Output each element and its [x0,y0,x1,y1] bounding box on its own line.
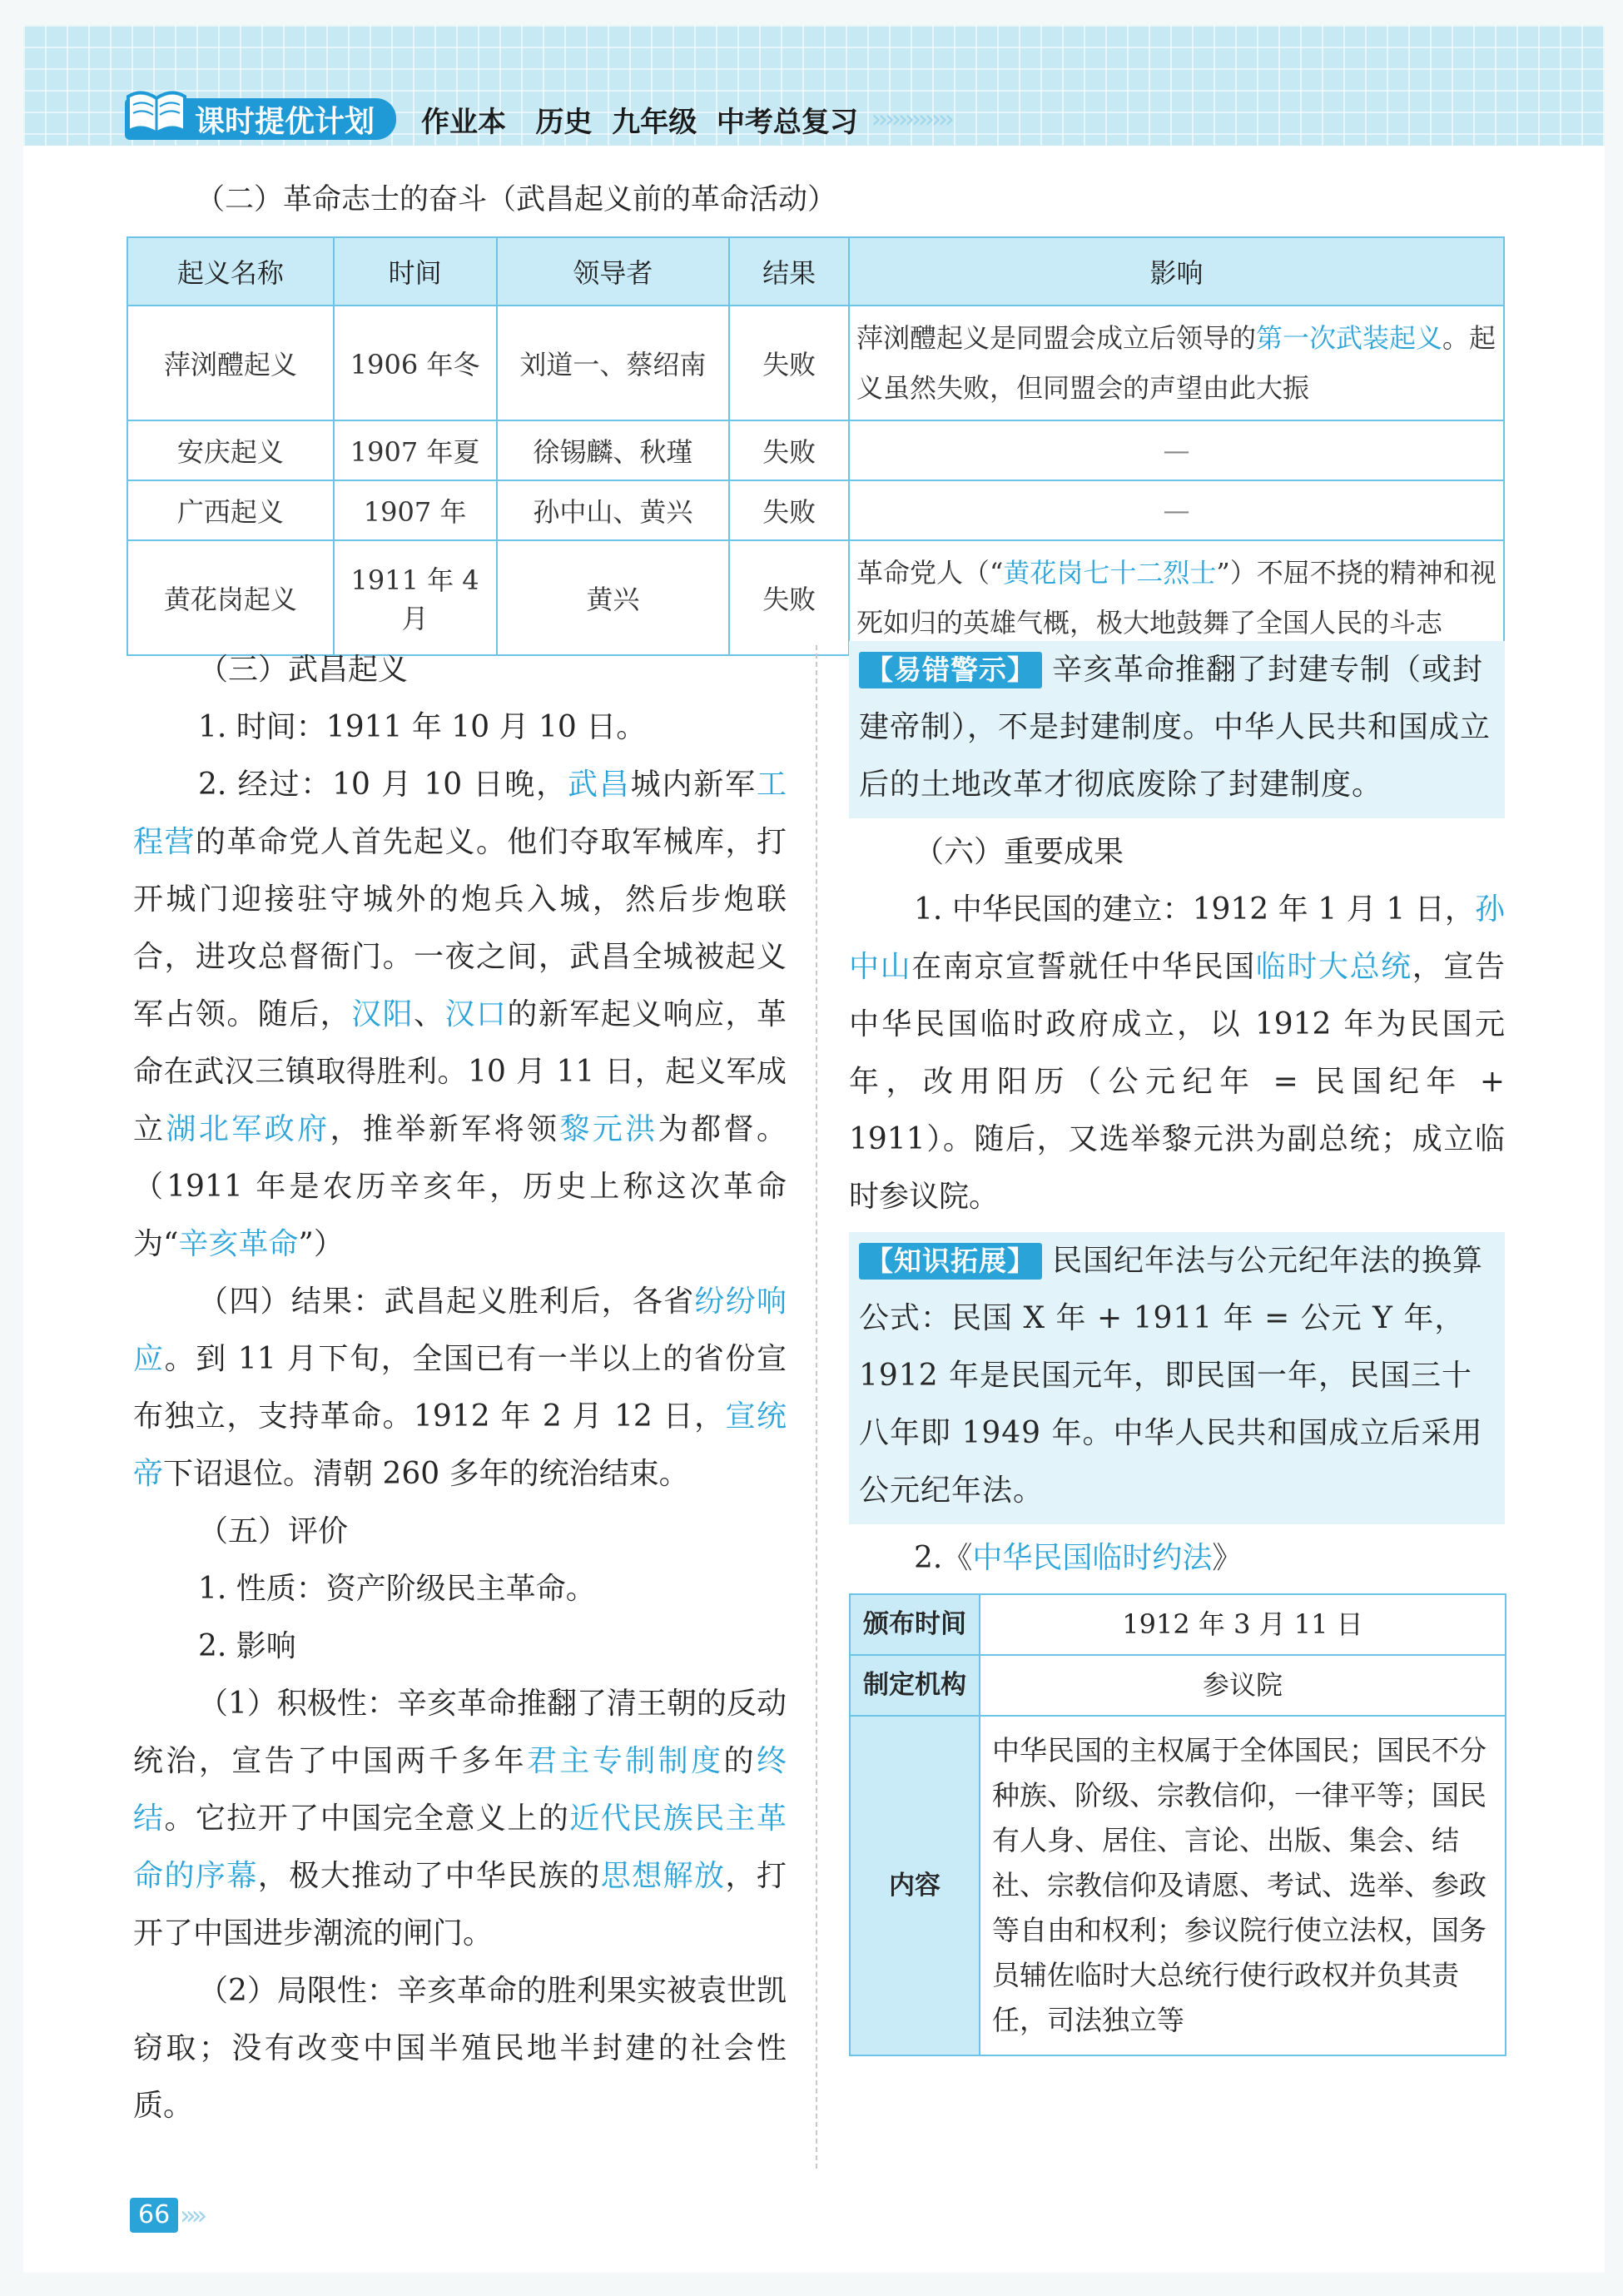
key-term: 黎元洪 [559,1112,658,1146]
note-tag: 【易错警示】 [859,652,1042,688]
key-term: 孙中山 [849,892,1505,984]
open-book-icon [123,80,190,146]
cell-name: 广西起义 [127,480,334,540]
key-term: 终结 [133,1744,787,1836]
constitution-title: 2.《中华民国临时约法》 [914,1541,1243,1575]
header [125,98,1140,140]
cell-influence: 萍浏醴起义是同盟会成立后领导的第一次武装起义。起义虽然失败，但同盟会的声望由此大振 [849,306,1504,420]
section-6-title: （六）重要成果 [914,835,1124,869]
key-term: 纷纷响应 [133,1285,787,1376]
section-2-title: （二）革命志士的奋斗（武昌起义前的革命活动） [196,183,837,216]
left-column [133,641,787,2134]
cell-influence: 革命党人（“黄花岗七十二烈士”）不屈不挠的精神和视死如归的英雄气概，极大地鼓舞了全国人民的斗志 [849,540,1504,655]
cell-result: 失败 [729,420,849,480]
row-key: 内容 [850,1716,980,2055]
uprisings-table [127,236,1505,656]
table-row [127,480,1504,540]
cell-influence: — [849,420,1504,480]
cell-name: 萍浏醴起义 [127,306,334,420]
note-tag: 【知识拓展】 [859,1243,1042,1280]
table-row [850,1594,1506,1655]
uprising-time: 1. 时间：1911 年 10 月 10 日。 [198,710,647,744]
row-key: 颁布时间 [850,1594,980,1655]
key-term: 近代民族民主革命的序幕 [133,1802,787,1893]
key-term: 工程营 [133,768,787,859]
cell-result: 失败 [729,306,849,420]
cell-result: 失败 [729,540,849,655]
section-5-title: （五）评价 [198,1514,349,1548]
key-term: 临时大总统 [1255,950,1412,984]
error-warning-note [849,641,1505,818]
section-3-title: （三）武昌起义 [198,653,409,687]
cell-influence: — [849,480,1504,540]
header-arrows: ›››››››››››› [871,104,951,134]
note-text: 民国纪年法与公元纪年法的换算公式：民国 X 年 + 1911 年 = 公元 Y 年，1912 年是民国元年，即民国一年，民国三十八年即 1949 年。中华人民共和国成立后采用公元纪年法。 [859,1244,1484,1508]
col-header: 影响 [849,237,1504,306]
cell-time: 1911 年 4 月 [334,540,497,655]
cell-time: 1906 年冬 [334,306,497,420]
col-header: 时间 [334,237,497,306]
note-text: 辛亥革命推翻了封建专制（或封建帝制），不是封建制度。中华人民共和国成立后的土地改革才彻底废除了封建制度。 [859,653,1491,802]
key-term: 辛亥革命 [178,1227,299,1261]
cell-name: 安庆起义 [127,420,334,480]
row-value: 参议院 [980,1655,1506,1716]
limitation: （2）局限性：辛亥革命的胜利果实被袁世凯窃取；没有改变中国半殖民地半封建的社会性质。 [133,1974,787,2123]
header-title: 作业本 历史 九年级 中考总复习 [421,105,858,139]
brand-badge [125,98,396,140]
col-header: 结果 [729,237,849,306]
cell-time: 1907 年 [334,480,497,540]
right-column [849,641,1505,2056]
row-value: 中华民国的主权属于全体国民；国民不分种族、阶级、宗教信仰，一律平等；国民有人身、居住、言论、出版、集会、结社、宗教信仰及请愿、考试、选举、参政等自由和权利；参议院行使立法权，国务员辅佐临时大总统行使行政权并负其责任，司法独立等 [980,1716,1506,2055]
page-arrows: »» [180,2199,203,2231]
key-term: 中华民国临时约法 [972,1541,1213,1575]
nature: 1. 性质：资产阶级民主革命。 [198,1572,596,1606]
key-term: 宣统帝 [133,1399,787,1491]
cell-leader: 徐锡麟、秋瑾 [497,420,730,480]
key-term: 思想解放 [600,1859,726,1893]
col-header: 领导者 [497,237,730,306]
column-divider [816,645,817,2169]
key-term: 黄花岗七十二烈士 [1003,557,1217,589]
roc-founding: 1. 中华民国的建立：1912 年 1 月 1 日，孙中山在南京宣誓就任中华民国临时大总统，宣告中华民国临时政府成立，以 1912 年为民国元年，改用阳历（公元纪年 = 民国纪年 + 1911）。随后，又选举黎元洪为副总统；成立临时参议院。 [849,892,1505,1214]
section-4-result: （四）结果：武昌起义胜利后，各省纷纷响应。到 11 月下旬，全国已有一半以上的省份宣布独立，支持革命。1912 年 2 月 12 日，宣统帝下诏退位。清朝 260 多年的统治结束。 [133,1285,787,1491]
knowledge-extension-note [849,1232,1505,1524]
row-key: 制定机构 [850,1655,980,1716]
key-term: 第一次武装起义 [1256,322,1443,354]
table-header-row [127,237,1504,306]
cell-time: 1907 年夏 [334,420,497,480]
table-row [850,1716,1506,2055]
cell-result: 失败 [729,480,849,540]
cell-leader: 黄兴 [497,540,730,655]
key-term: 汉阳 [351,997,414,1031]
row-value: 1912 年 3 月 11 日 [980,1594,1506,1655]
brand-label: 课时提优计划 [195,104,375,139]
table-row [127,540,1504,655]
key-term: 君主专制制度 [527,1744,724,1778]
table-row [127,306,1504,420]
key-term: 湖北军政府 [166,1112,330,1146]
uprising-process: 2. 经过：10 月 10 日晚，武昌城内新军工程营的革命党人首先起义。他们夺取军械库，打开城门迎接驻守城外的炮兵入城，然后步炮联合，进攻总督衙门。一夜之间，武昌全城被起义军占领。随后，汉阳、汉口的新军起义响应，革命在武汉三镇取得胜利。10 月 11 日，起义军成立湖北军政府，推举新军将领黎元洪为都督。（1911 年是农历辛亥年，历史上称这次革命为“辛亥革命”） [133,768,787,1261]
positive-impact: （1）积极性：辛亥革命推翻了清王朝的反动统治，宣告了中国两千多年君主专制制度的终结。它拉开了中国完全意义上的近代民族民主革命的序幕，极大推动了中华民族的思想解放，打开了中国进步潮流的闸门。 [133,1687,787,1951]
table-row [127,420,1504,480]
cell-leader: 刘道一、蔡绍南 [497,306,730,420]
key-term: 武昌 [567,768,631,802]
page-number: 66 [130,2198,178,2233]
constitution-table [849,1593,1506,2056]
col-header: 起义名称 [127,237,334,306]
impact-title: 2. 影响 [198,1629,296,1663]
cell-name: 黄花岗起义 [127,540,334,655]
key-term: 汉口 [444,997,508,1031]
cell-leader: 孙中山、黄兴 [497,480,730,540]
table-row [850,1655,1506,1716]
